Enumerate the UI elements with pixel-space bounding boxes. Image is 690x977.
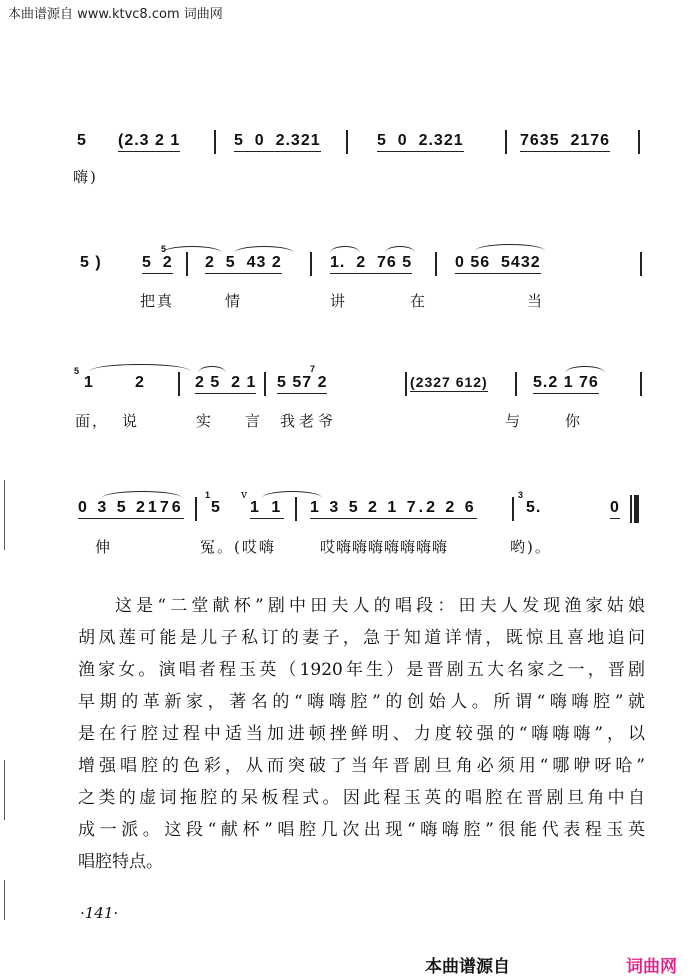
measure: 7635 2176 [520,132,610,152]
slur [262,491,322,498]
barline [195,497,197,521]
paragraph-line: 渔家女。演唱者程玉英（1920年生）是晋剧五大名家之一，晋剧 [78,660,645,680]
measure: 0 3 5 2176 [78,499,184,519]
measure: (2327 612) [410,374,488,390]
note: 1 [84,374,94,391]
measure: 1 3 5 2 1 7.2 2 6 [310,499,477,519]
barline [346,130,348,154]
slur [90,364,190,371]
scan-artifact [4,760,5,820]
note: 5 ) [80,254,102,271]
lyric: 把真 [140,292,175,310]
slur [385,246,415,253]
grace-note: 5 [161,244,167,254]
measure: 5 0 2.321 [377,132,464,152]
note: 0 [610,499,620,519]
grace-note: 1 [205,490,211,500]
page-number: ·141· [80,904,119,922]
barline [515,372,517,396]
measure: 2 5 2 1 [195,374,256,394]
barline [435,252,437,276]
barline [186,252,188,276]
barline [405,372,407,396]
barline [640,372,642,396]
lyric: 实 [196,412,214,430]
lyric: 讲 [330,292,348,310]
footer-site-name[interactable]: 词曲网 [626,957,677,977]
slur [475,244,545,251]
lyric: 与 [505,412,523,430]
grace-note: 3 [518,490,524,500]
lyric: 嗨) [73,168,98,186]
lyric: 情 [225,292,243,310]
lyric: 哎嗨嗨嗨嗨嗨嗨嗨 [320,538,449,556]
lyric: 说 [122,412,140,430]
barline [640,252,642,276]
lyric: 当 [527,292,545,310]
final-barline-thick [634,495,639,523]
scan-artifact [4,480,5,550]
measure: 2 5 43 2 [205,254,282,274]
grace-note: 5 [74,366,80,376]
measure: 0 56 5432 [455,254,541,274]
paragraph-line: 之类的虚词拖腔的呆板程式。因此程玉英的唱腔在晋剧旦角中自 [78,788,645,808]
scan-artifact [4,880,5,920]
lyric: 我老爷 [280,412,338,430]
note: 5 [211,499,221,516]
paragraph-line: 成一派。这段“献杯”唱腔几次出现“嗨嗨腔”很能代表程玉英 [78,820,645,840]
lyric: 在 [410,292,428,310]
measure: 1. 2 76 5 [330,254,412,274]
measure: 1 1 [250,499,284,519]
barline [214,130,216,154]
slur [102,491,182,498]
barline [310,252,312,276]
grace-note: 7 [310,364,316,374]
paragraph-line: 是在行腔过程中适当加进顿挫鲜明、力度较强的“嗨嗨嗨”，以 [78,724,645,744]
watermark-header: 本曲谱源自 www.ktvc8.com 词曲网 [8,7,223,22]
barline [178,372,180,396]
barline [264,372,266,396]
slur [162,246,222,253]
measure: (2.3 2 1 [118,132,180,152]
barline [638,130,640,154]
barline [512,497,514,521]
slur [565,366,605,373]
lyric: 言 [245,412,263,430]
note: 2 [135,374,145,391]
barline [505,130,507,154]
breath-mark: v [241,488,248,501]
lyric: 冤。(哎嗨 [200,538,276,556]
paragraph-line: 胡凤莲可能是儿子私订的妻子，急于知道详情，既惊且喜地追问 [78,628,645,648]
measure: 5 0 2.321 [234,132,321,152]
paragraph-line: 唱腔特点。 [78,852,163,872]
measure: 5 57 2 [277,374,327,394]
lyric: 哟)。 [510,538,552,556]
slur [234,246,294,253]
measure: 5.2 1 76 [533,374,599,394]
note: 5. [526,499,542,516]
slur [330,246,360,253]
paragraph-line: 早期的革新家，著名的“嗨嗨腔”的创始人。所谓“嗨嗨腔”就 [78,692,645,712]
lyric: 伸 [95,538,113,556]
footer-source-label: 本曲谱源自 [425,957,510,977]
final-barline-thin [630,495,632,523]
slur [198,366,226,373]
paragraph-line: 增强唱腔的色彩，从而突破了当年晋剧旦角必须用“哪咿呀哈” [78,756,645,776]
lyric: 你 [565,412,583,430]
lyric: 面， [75,412,110,430]
barline [295,497,297,521]
paragraph-line: 这是“二堂献杯”剧中田夫人的唱段：田夫人发现渔家姑娘 [115,596,645,616]
note: 5 [77,132,87,149]
measure: 5 2 [142,254,173,274]
